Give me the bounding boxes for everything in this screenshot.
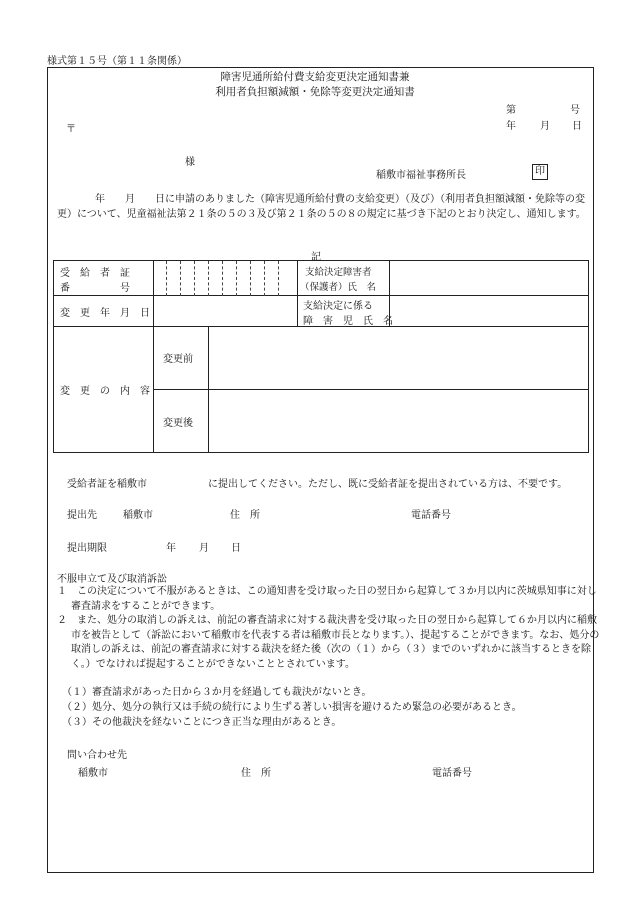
date-day: 日: [572, 121, 582, 132]
table-col-divider: [153, 260, 154, 453]
date-month: 月: [540, 121, 550, 132]
submission-dest-label: 提出先: [67, 510, 97, 521]
digit-separator: [194, 261, 195, 296]
title-line-1: 障害児通所給付費支給変更決定通知書兼: [220, 71, 410, 83]
before-change-label: 変更前: [163, 354, 193, 365]
appeal-sub-2: （２）処分、処分の執行又は手続の続行により生ずる著しい損害を避けるため緊急の必要があるとき。: [62, 702, 522, 713]
digit-separator: [222, 261, 223, 296]
contact-phone-label: 電話番号: [432, 768, 472, 779]
deadline-year: 年: [166, 543, 176, 554]
seal-mark: 印: [532, 164, 548, 180]
submission-address-label: 住 所: [230, 510, 260, 521]
digit-separator: [264, 261, 265, 296]
title-line-2: 利用者負担額減額・免除等変更決定通知書: [215, 86, 415, 98]
recipient-number-label: 受 給 者 証: [60, 268, 130, 279]
table-row-divider: [53, 295, 589, 296]
deadline-month: 月: [199, 543, 209, 554]
doc-number-dai: 第: [506, 105, 516, 116]
ki-marker: 記: [311, 252, 321, 263]
body-paragraph: 年 月 日に申請のありました（障害児通所給付費の支給変更）（及び）（利用者負担額減額・免除等の変更）について、児童福祉法第２１条の５の３及び第２１条の５の８の規定に基づき下記のとおり決定し、通知します。: [57, 194, 586, 220]
submission-dest-value: 稲敷市: [123, 510, 153, 521]
table-col-divider: [297, 260, 298, 326]
submission-instruction-prefix: 受給者証を稲敷市: [67, 479, 147, 490]
contact-name: 稲敷市: [78, 768, 108, 779]
digit-separator: [250, 261, 251, 296]
digit-separator: [208, 261, 209, 296]
child-name-label: 支給決定に係る: [303, 301, 373, 312]
recipient-number-label-2: 番 号: [60, 283, 130, 294]
submission-phone-label: 電話番号: [411, 510, 451, 521]
change-date-label: 変 更 年 月 日: [60, 308, 150, 319]
digit-separator: [236, 261, 237, 296]
recipient-honorific: 様: [185, 157, 195, 168]
submission-deadline-label: 提出期限: [67, 543, 107, 554]
appeal-item-1: １ この決定について不服があるときは、この通知書を受け取った日の翌日から起算して３か月以内に茨城県知事に対し審査請求をすることができます。: [57, 586, 597, 612]
appeal-item-2: ２ また、処分の取消しの訴えは、前記の審査請求に対する裁決書を受け取った日の翌日から起算して６か月以内に稲敷市を被告として（訴訟において稲敷市を代表する者は稲敷市長となります。）、提起することができます。なお、処分の取消しの訴えは、前記の審査請求に対する裁決を経た後（次の（１）から（３）までのいずれかに該当するときを除く。）でなければ提起することができないこととされています。: [57, 615, 600, 670]
postal-mark: 〒: [66, 124, 76, 135]
child-name-label-2: 障 害 児 氏 名: [303, 316, 393, 327]
contact-address-label: 住 所: [241, 768, 271, 779]
date-year: 年: [506, 121, 516, 132]
table-row-divider: [154, 389, 589, 390]
contact-heading: 問い合わせ先: [67, 750, 127, 761]
table-col-divider: [208, 326, 209, 453]
appeal-sub-1: （１）審査請求があった日から３か月を経過しても裁決がないとき。: [62, 687, 372, 698]
doc-number-go: 号: [570, 105, 580, 116]
appeal-sub-3: （３）その他裁決を経ないことにつき正当な理由があるとき。: [62, 717, 342, 728]
submission-instruction-suffix: に提出してください。ただし、既に受給者証を提出されている方は、不要です。: [208, 479, 568, 490]
form-frame: [47, 67, 594, 873]
guardian-name-label: 支給決定障害者: [305, 267, 372, 278]
deadline-day: 日: [231, 543, 241, 554]
after-change-label: 変更後: [163, 418, 193, 429]
digit-separator: [166, 261, 167, 296]
digit-separator: [180, 261, 181, 296]
issuer-name: 稲敷市福祉事務所長: [376, 170, 466, 181]
guardian-name-label-2: （保護者）氏 名: [300, 282, 377, 293]
appeal-heading: 不服申立て及び取消訴訟: [57, 574, 167, 585]
change-content-label: 変 更 の 内 容: [60, 386, 150, 397]
digit-separator: [278, 261, 279, 296]
form-number: 様式第１５号（第１１条関係）: [47, 56, 187, 67]
